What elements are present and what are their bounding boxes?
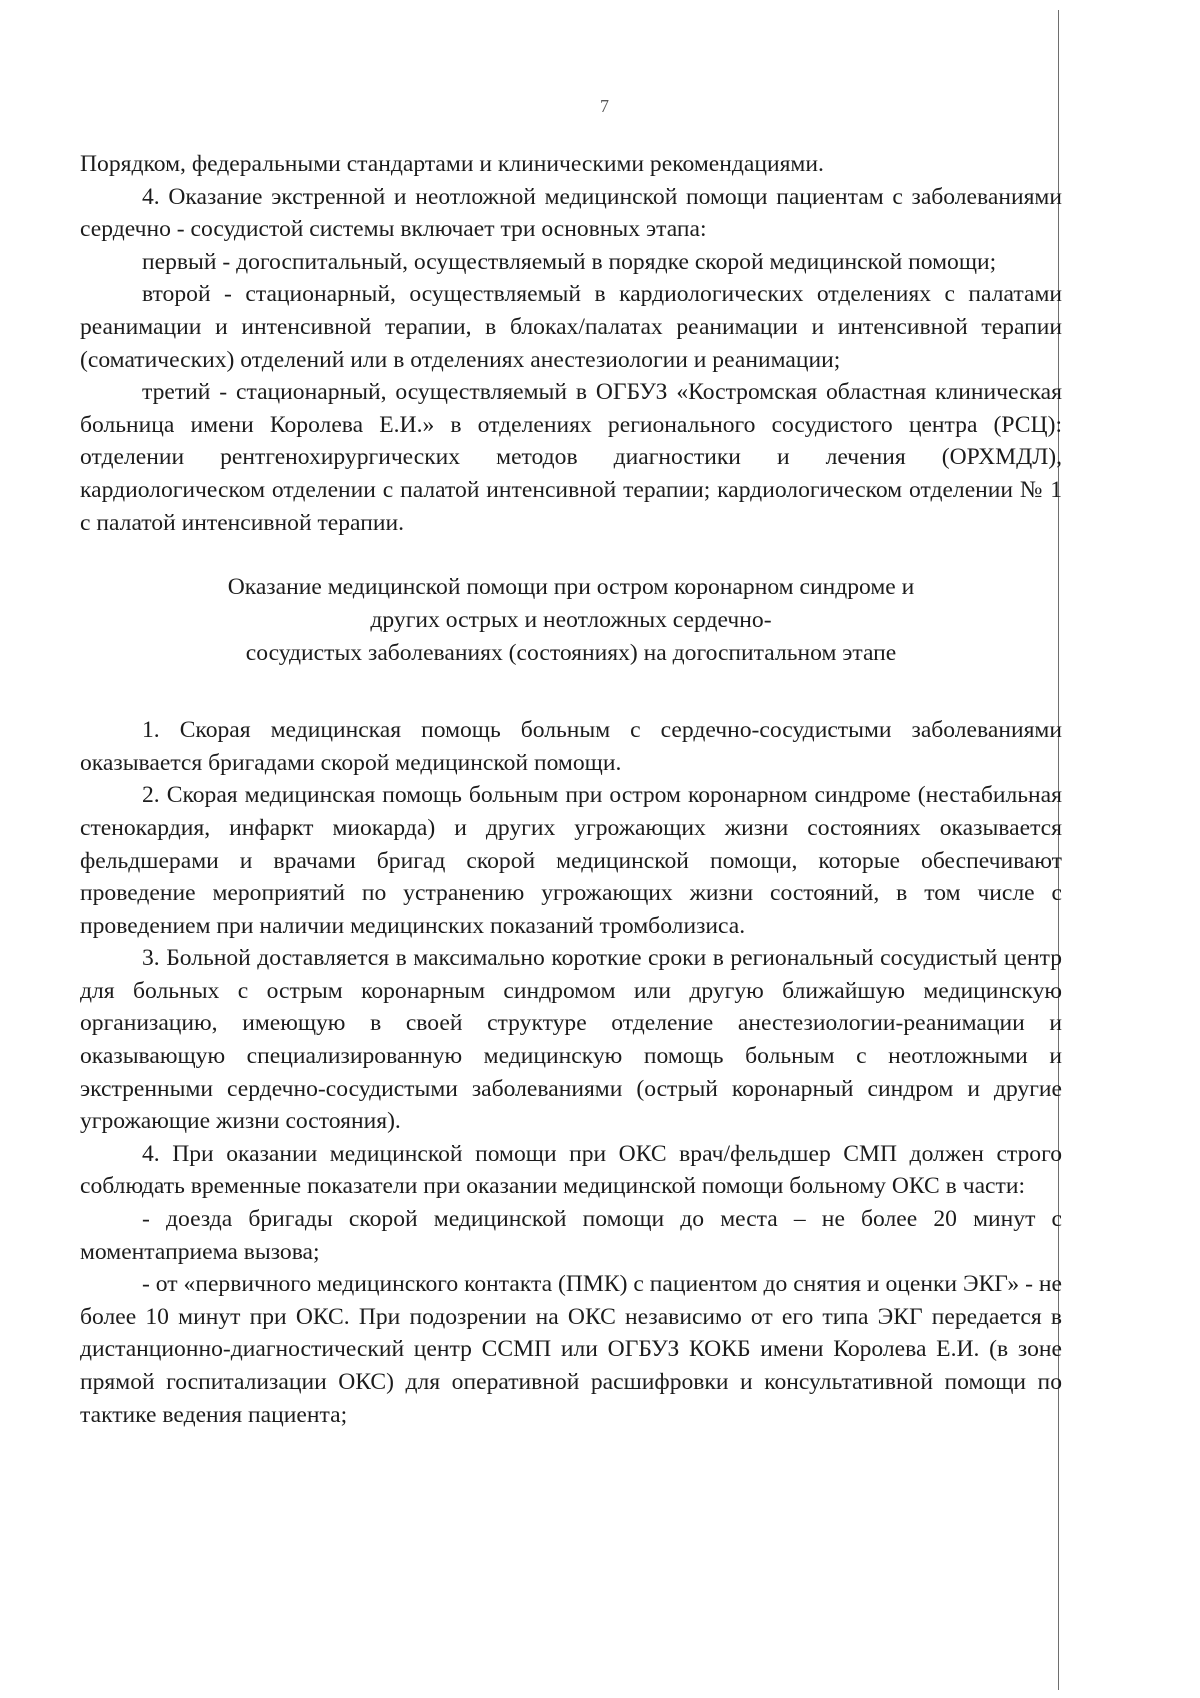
paragraph-stage-first: первый - догоспитальный, осуществляемый в порядке скорой медицинской помощи; xyxy=(142,248,997,275)
paragraph-time-ecg: - от «первичного медицинского контакта (ПМК) с пациентом до снятия и оценки ЭКГ» - не более 10 минут при ОКС. При подозрении на ОКС независимо от его типа ЭКГ передается в дистанционно-диагностический центр ССМП или ОГБУЗ КОКБ имени Королева Е.И. (в зоне прямой госпитализации ОКС) для оперативной расшифровки и консультативной помощи по тактике ведения пациента; xyxy=(80,1271,1062,1428)
section-heading-line-3: сосудистых заболеваниях (состояниях) на догоспитальном этапе xyxy=(245,640,897,667)
paragraph-section-1: 1. Скорая медицинская помощь больным с сердечно-сосудистыми заболеваниями оказывается бригадами скорой медицинской помощи. xyxy=(80,717,1062,776)
paragraph-stage-second: второй - стационарный, осуществляемый в кардиологических отделениях с палатами реанимации и интенсивной терапии, в блоках/палатах реанимации и интенсивной терапии (соматических) отделений или в отделениях анестезиологии и реанимации; xyxy=(80,281,1062,373)
paragraph-continuation: Порядком, федеральными стандартами и клиническими рекомендациями. xyxy=(80,151,824,177)
paragraph-time-arrival: - доезда бригады скорой медицинской помощи до места – не более 20 минут с моментаприема вызова; xyxy=(80,1206,1062,1265)
page-number: 7 xyxy=(600,96,609,116)
paragraph-section-4: 4. При оказании медицинской помощи при ОКС врач/фельдшер СМП должен строго соблюдать временные показатели при оказании медицинской помощи больному ОКС в части: xyxy=(80,1140,1062,1200)
paragraph-item-4: 4. Оказание экстренной и неотложной медицинской помощи пациентам с заболеваниями сердечно - сосудистой системы включает три основных этапа: xyxy=(80,183,1062,243)
paragraph-section-2: 2. Скорая медицинская помощь больным при остром коронарном синдроме (нестабильная стенокардия, инфаркт миокарда) и других угрожающих жизни состояниях оказывается фельдшерами и врачами бригад скорой медицинской помощи, которые обеспечивают проведение мероприятий по устранению угрожающих жизни состояний, в том числе с проведением при наличии медицинских показаний тромболизиса. xyxy=(80,782,1062,939)
section-heading-line-1: Оказание медицинской помощи при остром коронарном синдроме и xyxy=(227,574,915,601)
section-heading xyxy=(80,571,1062,670)
section-heading-line-2: других острых и неотложных сердечно- xyxy=(370,607,772,634)
paragraph-stage-third: третий - стационарный, осуществляемый в ОГБУЗ «Костромская областная клиническая больница имени Королева Е.И.» в отделениях регионального сосудистого центра (РСЦ): отделении рентгенохирургических методов диагностики и лечения (ОРХМДЛ), кардиологическом отделении с палатой интенсивной терапии; кардиологическом отделении № 1 с палатой интенсивной терапии. xyxy=(80,379,1062,536)
document-body xyxy=(80,148,1062,1431)
paragraph-section-3: 3. Больной доставляется в максимально короткие сроки в региональный сосудистый центр для больных с острым коронарным синдромом или другую ближайшую медицинскую организацию, имеющую в своей структуре отделение анестезиологии-реанимации и оказывающую специализированную медицинскую помощь больным с неотложными и экстренными сердечно-сосудистыми заболеваниями (острый коронарный синдром и другие угрожающие жизни состояния). xyxy=(80,945,1062,1135)
